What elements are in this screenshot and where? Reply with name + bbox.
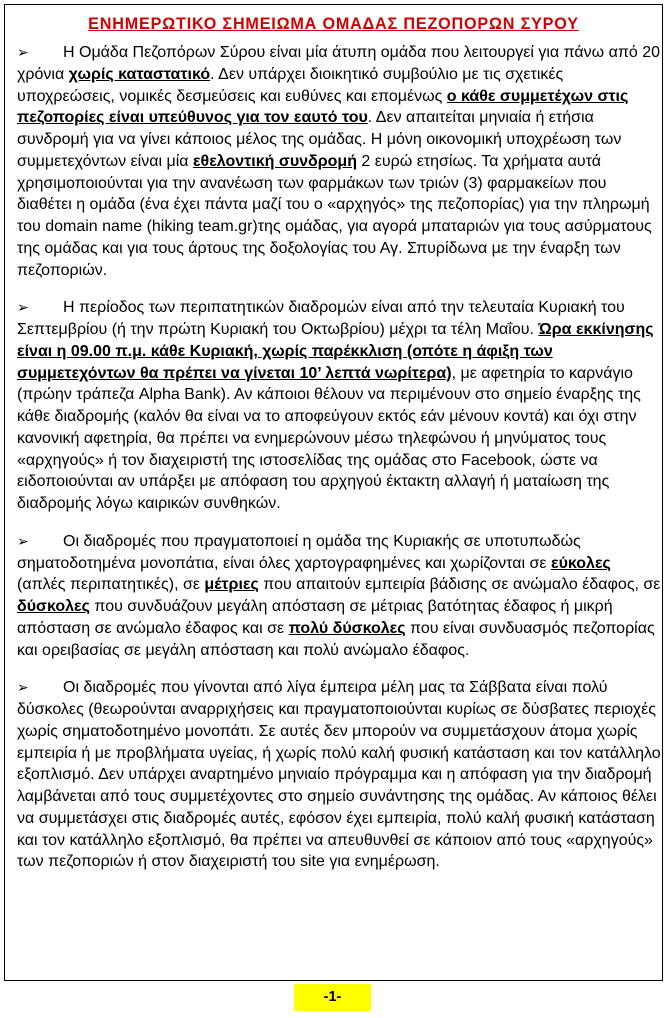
p2-text-1: Η περίοδος των περιπατητικών διαδρομών είναι από την τελευταία Κυριακή του Σεπτεμβρίου (ή την πρώτη Κυριακή του Οκτωβρίου) μέχρι τα τέλη Μαΐου.: [17, 299, 625, 338]
p3-text-2: (απλές περιπατητικές), σε: [17, 576, 205, 594]
document-title: ΕΝΗΜΕΡΩΤΙΚΟ ΣΗΜΕΙΩΜΑ ΟΜΑΔΑΣ ΠΕΖΟΠΟΡΩΝ ΣΥΡΟΥ: [88, 15, 579, 33]
p3-emphasis-1: εύκολες: [550, 554, 611, 572]
p3-text-1: Οι διαδρομές που πραγματοποιεί η ομάδα της Κυριακής σε υποτυπωδώς σηματοδοτημένα μονοπάτια, είναι όλες χαρτογραφημένες και χωρίζονται σε: [17, 532, 581, 572]
arrow-bullet-icon: ➢: [17, 532, 29, 549]
p1-emphasis-3: εθελοντική συνδρομή: [192, 152, 357, 170]
p3-emphasis-2: μέτριες: [204, 576, 259, 594]
p1-emphasis-2: ο κάθε συμμετέχων στις πεζοπορίες είναι υπεύθυνος για τον εαυτό του: [17, 87, 629, 127]
p1-text-2: . Δεν υπάρχει διοικητικό συμβούλιο με τις σχετικές υποχρεώσεις, νομικές δεσμεύσεις και ευθύνες και επομένως: [17, 65, 564, 105]
p1-text-3: . Δεν απαιτείται μηνιαία ή ετήσια συνδρομή για να γίνει κάποιος μέλος της ομάδας. Η μόνη οικονομική υποχρέωση των συμμετεχόντων είναι μία: [17, 109, 622, 170]
page-number: -1-: [294, 984, 371, 1011]
page-border: [4, 4, 663, 981]
p3-emphasis-3: δύσκολες: [17, 598, 90, 615]
arrow-bullet-icon: ➢: [17, 299, 29, 316]
paragraph-1: [17, 42, 662, 281]
p2-emphasis-1: Ώρα εκκίνησης είναι η 09.00 π.μ. κάθε Κυριακή, χωρίς παρέκκλιση (οπότε η άφιξη των συμμετεχόντων θα πρέπει να γίνεται 10’ λεπτά νωρίτερα): [17, 321, 654, 382]
p1-emphasis-1: χωρίς καταστατικό: [68, 65, 211, 83]
p3-text-3: που απαιτούν εμπειρία βάδισης σε ανώμαλο έδαφος, σε: [258, 576, 661, 594]
arrow-bullet-icon: ➢: [17, 679, 29, 696]
p1-text-1: Η Ομάδα Πεζοπόρων Σύρου είναι μία άτυπη ομάδα που λειτουργεί για πάνω από 20 χρόνια: [17, 44, 660, 83]
p3-text-4: που συνδυάζουν μεγάλη απόσταση σε μέτριας βατότητας έδαφος ή μικρή απόσταση σε ανώμαλο έδαφος και σε: [17, 598, 613, 637]
arrow-bullet-icon: ➢: [17, 44, 29, 60]
paragraph-3: [17, 531, 662, 662]
document-body: [17, 42, 662, 873]
p3-text-5: που είναι συνδυασμός πεζοπορίας και ορειβασίας σε μεγάλη απόσταση και πολύ ανώμαλο έδαφος.: [17, 619, 655, 659]
paragraph-4: [17, 677, 662, 873]
paragraph-2: [17, 297, 662, 515]
p2-text-2: , με αφετηρία το καρνάγιο (πρώην τράπεζα Alpha Bank). Αν κάποιοι θέλουν να περιμένουν στο σημείο έναρξης της κάθε διαδρομής (καλόν θα είναι να το αποφεύγουν εκτός εάν μένουν κοντά) και όχι στην κανονική αφετηρία, θα πρέπει να ενημερώνουν μέσω τηλεφώνου ή μηνύματος τους «αρχηγούς» ή τον διαχειριστή της ιστοσελίδας της ομάδας στο Facebook, ώστε να ειδοποιούνται αν υπάρξει με απόφαση του αρχηγού έκτακτη αλλαγή ή ματαίωση της διαδρομής λόγω καιρικών συνθηκών.: [17, 364, 641, 512]
p3-emphasis-4: πολύ δύσκολες: [288, 619, 406, 637]
p4-text-1: Οι διαδρομές που γίνονται από λίγα έμπειρα μέλη μας τα Σάββατα είναι πολύ δύσκολες (θεωρούνται αναρριχήσεις και πραγματοποιούνται κυρίως σε δύσβατες περιοχές χωρίς σηματοδοτημένο μονοπάτι. Σε αυτές δεν μπορούν να συμμετάσχουν άτομα χωρίς εμπειρία ή με προβλήματα υγείας, ή χωρίς πολύ καλή φυσική κατάσταση και τον κατάλληλο εξοπλισμό. Δεν υπάρχει αναρτημένο μηνιαίο πρόγραμμα και η απόφαση για την διαδρομή λαμβάνεται από τους συμμετέχοντες στο σημείο συνάντησης της ομάδας. Αν κάποιος θέλει να συμμετάσχει στις διαδρομές αυτές, εφόσον έχει εμπειρία, πολύ καλή φυσική κατάσταση και τον κατάλληλο εξοπλισμό, θα πρέπει να απευθυνθεί σε κάποιον από τους «αρχηγούς» των πεζοποριών ή στον διαχειριστή του site για ενημέρωση.: [17, 679, 661, 871]
p1-text-4: 2 ευρώ ετησίως. Τα χρήματα αυτά χρησιμοποιούνται για την ανανέωση των φαρμάκων των τριών (3) φαρμακείων που διαθέτει η ομάδα (ένα έχει πάντα μαζί του ο «αρχηγός» της πεζοπορίας) για την πληρωμή του domain name (hiking team.gr)της ομάδας, για αγορά μπαταριών για τους ασύρματους της ομάδας και για τους άρτους της δοξολογίας του Αγ. Σπυρίδωνα με την έναρξη των πεζοποριών.: [17, 152, 652, 279]
